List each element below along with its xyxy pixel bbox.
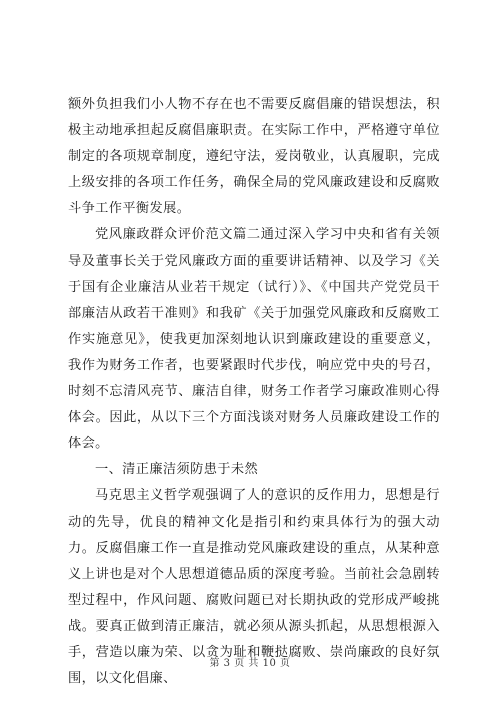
section-heading: 一、清正廉洁须防患于未然 xyxy=(95,462,259,478)
page-number-footer: 第 3 页 共 10 页 xyxy=(209,658,291,669)
paragraph-3: 马克思主义哲学观强调了人的意识的反作用力，思想是行动的先导，优良的精神文化是指引和约束具体行为的强大动力。反腐倡廉工作一直是推动党风廉政建设的重点，从某种意义上讲也是对个人思想道德品质的深度考验。当前社会急剧转型过程中，作风问题、腐败问题已对长期执政的党形成严峻挑战。要真正做到清正廉洁，就必须从源头抓起，从思想根源入手，营造以廉为荣、以贪为耻和鞭挞腐败、崇尚廉政的良好氛围，以文化倡廉、 xyxy=(68,488,440,687)
document-body xyxy=(68,92,440,692)
paragraph-1: 额外负担我们小人物不存在也不需要反腐倡廉的错误想法，积极主动地承担起反腐倡廉职责。在实际工作中，严格遵守单位制定的各项规章制度，遵纪守法，爱岗敬业，认真履职，完成上级安排的各项工作任务，确保全局的党风廉政建设和反腐败斗争工作平衡发展。 xyxy=(68,97,440,217)
paragraph-2: 党风廉政群众评价范文篇二通过深入学习中央和省有关领导及董事长关于党风廉政方面的重要讲话精神、以及学习《关于国有企业廉洁从业若干规定（试行）》、《中国共产党党员干部廉洁从政若干准则》和我矿《关于加强党风廉政和反腐败工作实施意见》，使我更加深刻地认识到廉政建设的重要意义，我作为财务工作者，也要紧跟时代步伐，响应党中央的号召，时刻不忘清风亮节、廉洁自律，财务工作者学习廉政准则心得体会。因此，从以下三个方面浅谈对财务人员廉政建设工作的体会。 xyxy=(68,227,440,452)
